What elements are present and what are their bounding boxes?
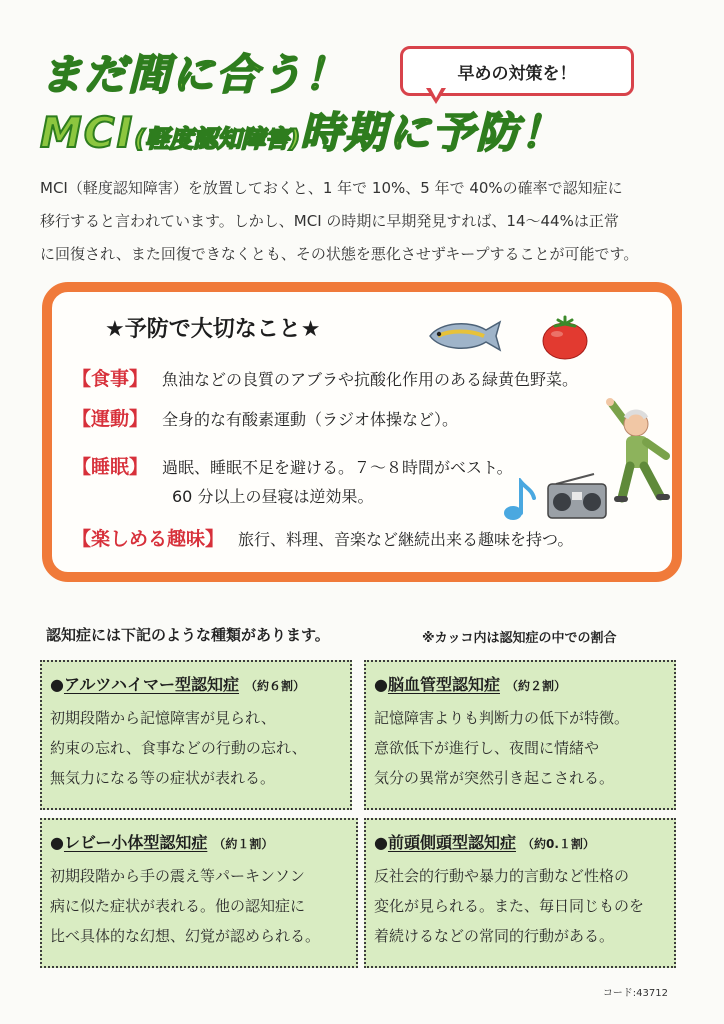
music-note-icon — [502, 478, 536, 522]
type-line: 初期段階から手の震え等パーキンソン — [50, 867, 305, 885]
type-line: 気分の異常が突然引き起こされる。 — [374, 769, 615, 787]
types-note: ※カッコ内は認知症の中での割合 — [422, 631, 617, 646]
intro-paragraph — [40, 172, 696, 271]
prevention-tag: 【食事】 — [72, 368, 149, 390]
intro-line-2: 移行すると言われています。しかし、MCI の時期に早期発見すれば、14～44%は正常 — [40, 212, 619, 230]
type-box-frontotemporal — [364, 818, 676, 968]
type-percent: （約６割） — [245, 679, 306, 693]
title-prevention: 時期に予防！ — [300, 108, 565, 157]
type-description — [50, 861, 346, 951]
type-percent: （約２割） — [505, 679, 566, 693]
type-description — [374, 861, 664, 951]
exercising-elder-icon — [598, 396, 678, 506]
type-line: 比べ具体的な幻想、幻覚が認められる。 — [50, 927, 321, 945]
type-description — [374, 703, 664, 793]
type-title: ●アルツハイマー型認知症 （約６割） — [50, 675, 306, 694]
type-percent: （約0.１割） — [521, 837, 595, 851]
intro-line-1: MCI（軽度認知障害）を放置しておくと、1 年で 10%、5 年で 40%の確率で認知症に — [40, 179, 623, 197]
type-line: 記憶障害よりも判断力の低下が特徴。 — [374, 709, 630, 727]
title-mci-parenthetical: (軽度認知障害) — [134, 125, 301, 153]
title-line-2 — [40, 100, 564, 160]
callout-tail-inner — [430, 87, 442, 98]
types-heading: 認知症には下記のような種類があります。 — [46, 626, 330, 644]
type-line: 無気力になる等の症状が表れる。 — [50, 769, 276, 787]
type-line: 反社会的行動や暴力的言動など性格の — [374, 867, 630, 885]
title-mci: MCI — [40, 108, 135, 157]
type-title: ●前頭側頭型認知症 （約0.１割） — [374, 833, 595, 852]
prevention-text: 全身的な有酸素運動（ラジオ体操など）。 — [162, 410, 459, 429]
tomato-icon — [540, 314, 590, 360]
type-line: 変化が見られる。また、毎日同じものを — [374, 897, 645, 915]
intro-line-3: に回復され、また回復できなくとも、その状態を悪化させずキープすることが可能です。 — [40, 245, 639, 263]
prevention-heading: ★予防で大切なこと★ — [105, 317, 321, 342]
type-line: 約束の忘れ、食事などの行動の忘れ、 — [50, 739, 307, 757]
prevention-text: 過眠、睡眠不足を避ける。７～８時間がベスト。 — [162, 458, 513, 477]
prevention-sleep-extra: 60 分以上の昼寝は逆効果。 — [172, 487, 374, 506]
type-line: 意欲低下が進行し、夜間に情緒や — [374, 739, 600, 757]
radio-icon — [546, 472, 608, 520]
prevention-row-sleep — [72, 452, 513, 479]
prevention-text: 旅行、料理、音楽など継続出来る趣味を持つ。 — [238, 530, 574, 549]
prevention-row-hobby — [72, 524, 573, 551]
type-description — [50, 703, 340, 793]
type-name: レビー小体型認知症 — [63, 833, 208, 852]
type-box-alzheimer — [40, 660, 352, 810]
type-box-lewy — [40, 818, 358, 968]
prevention-row-diet — [72, 364, 578, 391]
type-line: 病に似た症状が表れる。他の認知症に — [50, 897, 306, 915]
prevention-tag: 【睡眠】 — [72, 456, 149, 478]
type-name: 前頭側頭型認知症 — [387, 833, 516, 852]
prevention-text: 魚油などの良質のアブラや抗酸化作用のある緑黄色野菜。 — [162, 370, 579, 389]
title-line-1: まだ間に合う！ — [40, 50, 349, 99]
prevention-tag: 【運動】 — [72, 408, 149, 430]
type-line: 着続けるなどの常同的行動がある。 — [374, 927, 615, 945]
fish-icon — [424, 318, 504, 354]
document-code: コード:43712 — [602, 988, 668, 999]
type-line: 初期段階から記憶障害が見られ、 — [50, 709, 276, 727]
type-title: ●レビー小体型認知症 （約１割） — [50, 833, 274, 852]
type-name: 脳血管型認知症 — [387, 675, 500, 694]
prevention-tag: 【楽しめる趣味】 — [72, 528, 225, 550]
type-percent: （約１割） — [213, 837, 274, 851]
type-box-vascular — [364, 660, 676, 810]
type-name: アルツハイマー型認知症 — [63, 675, 240, 694]
type-title: ●脳血管型認知症 （約２割） — [374, 675, 566, 694]
prevention-row-exercise — [72, 404, 458, 431]
callout-text: 早めの対策を！ — [457, 63, 577, 84]
